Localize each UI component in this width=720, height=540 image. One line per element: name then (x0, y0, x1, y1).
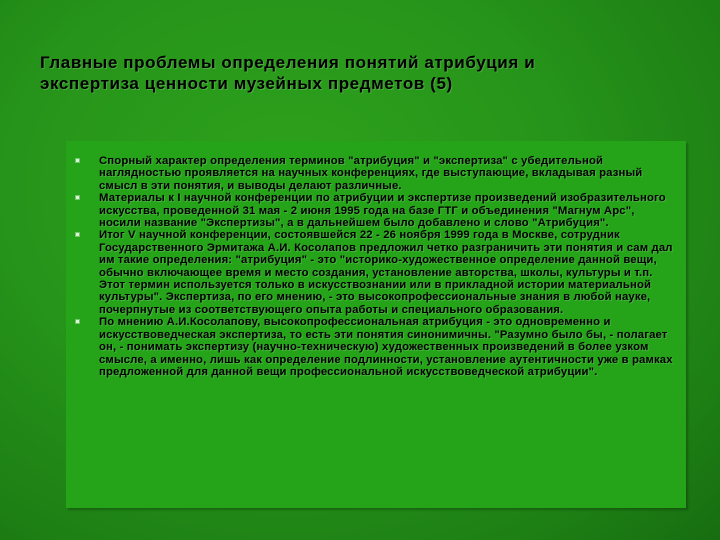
content-box (66, 141, 686, 508)
slide-title-line-1: Главные проблемы определения понятий атрибуция и (40, 53, 536, 72)
bullet-item-3 (74, 229, 676, 316)
slide-title-line-2: экспертиза ценности музейных предметов (5) (40, 74, 453, 93)
square-bullet-icon (75, 232, 80, 237)
bullet-item-1 (74, 155, 676, 192)
bullet-text-3: Итог V научной конференции, состоявшейся 22 - 26 ноября 1999 года в Москве, сотрудник Государственного Эрмитажа А.И. Косолапов предложил четко разграничить эти понятия и сам дал им такие определения: "атрибуция" - это "историко-художественное определение данной вещи, обычно включающее время и место создания, установление авторства, школы, культуры и т.п. Этот термин используется только в искусствознании или в прикладной истории материальной культуры". Экспертиза, по его мнению, - это высокопрофессиональные знания в любой науке, почерпнутые из соответствующего опыта работы и специального образования. (99, 229, 673, 316)
bullet-item-2 (74, 192, 676, 229)
bullet-text-4: По мнению А.И.Косолапову, высокопрофессиональная атрибуция - это одновременно и искусствоведческая экспертиза, то есть эти понятия синонимичны. "Разумно было бы, - полагает он, - понимать экспертизу (научно-техническую) художественных произведений в более узком смысле, а именно, лишь как определение подлинности, установление аутентичности уже в рамках предложенной для данной вещи профессиональной искусствоведческой атрибуции". (99, 316, 673, 378)
bullet-list (74, 155, 676, 378)
slide-title (40, 52, 680, 94)
bullet-item-4 (74, 316, 676, 378)
bullet-text-2: Материалы к I научной конференции по атрибуции и экспертизе произведений изобразительного искусства, проведенной 31 мая - 2 июня 1995 года на базе ГТГ и объединения "Магнум Арс", носили название "Экспертизы", а в дальнейшем было добавлено и слово "Атрибуция". (99, 192, 666, 230)
square-bullet-icon (75, 319, 80, 324)
bullet-text-1: Спорный характер определения терминов "атрибуция" и "экспертиза" с убедительной наглядностью проявляется на научных конференциях, где выступающие, вкладывая разный смысл в эти понятия, и выводы делают различные. (99, 155, 643, 192)
square-bullet-icon (75, 158, 80, 163)
square-bullet-icon (75, 195, 80, 200)
